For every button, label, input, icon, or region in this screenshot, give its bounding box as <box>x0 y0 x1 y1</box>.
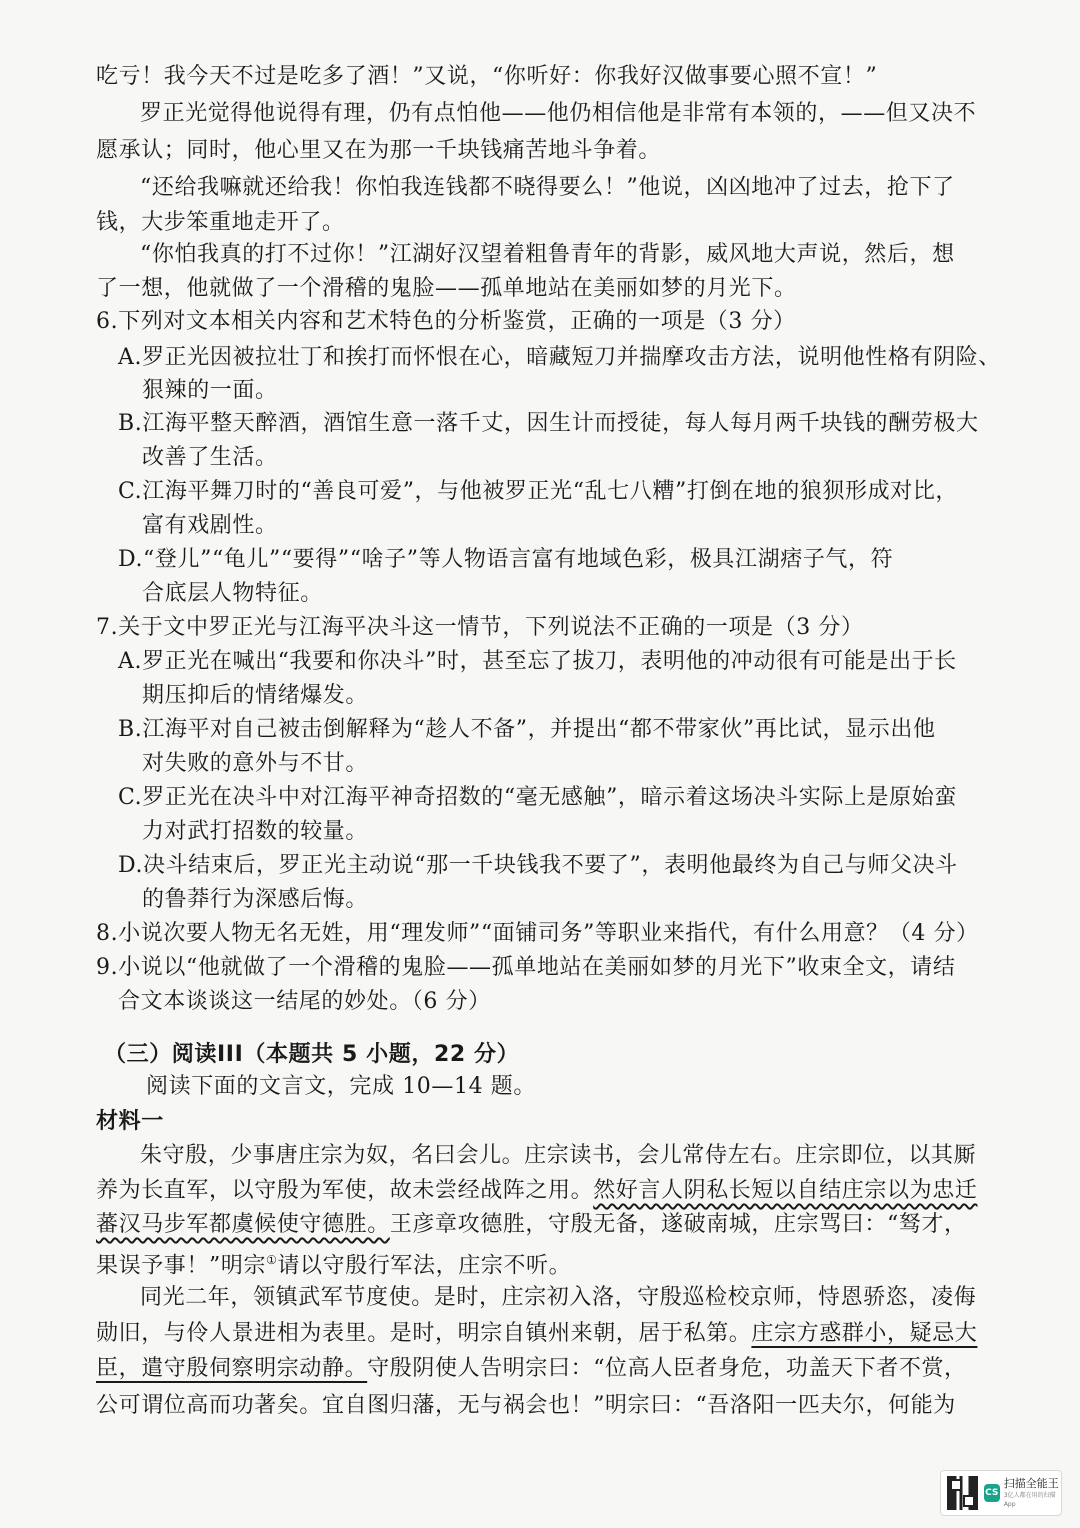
question-9: 9.小说以“他就做了一个滑稽的鬼脸——孤单地站在美丽如梦的月光下”收束全文，请结 <box>96 955 956 980</box>
question-6-option-d: D.“登儿”“龟儿”“要得”“啥子”等人物语言富有地域色彩，极具江湖痞子气，符 <box>118 547 894 572</box>
story-line: 愿承认；同时，他心里又在为那一千块钱痛苦地斗争着。 <box>96 138 662 163</box>
question-7-stem: 7.关于文中罗正光与江海平决斗这一情节，下列说法不正确的一项是（3 分） <box>96 615 864 640</box>
question-6-stem: 6.下列对文本相关内容和艺术特色的分析鉴赏，正确的一项是（3 分） <box>96 309 796 334</box>
question-7-option-b: B.江海平对自己被击倒解释为“趁人不备”，并提出“都不带家伙”再比试，显示出他 <box>118 717 936 742</box>
classical-line <box>96 1354 967 1384</box>
watermark-subtitle: 3亿人都在用的扫描App <box>1003 1492 1056 1508</box>
question-9-cont: 合文本谈谈这一结尾的妙处。（6 分） <box>118 989 491 1014</box>
underlined-text: 臣，遣守殷伺察明宗动静。 <box>96 1356 368 1381</box>
watermark-text <box>1004 1477 1061 1509</box>
qr-code-icon <box>947 1476 978 1510</box>
classical-text: 果误予事！”明宗 <box>96 1253 267 1279</box>
camscanner-logo-icon: CS <box>984 1484 1000 1502</box>
question-6-option-a-cont: 狠辣的一面。 <box>142 378 278 403</box>
story-line: 罗正光觉得他说得有理，仍有点怕他——他仍相信他是非常有本领的，——但又决不 <box>140 101 977 126</box>
classical-line: 朱守殷，少事唐庄宗为奴，名曰会儿。庄宗读书，会儿常侍左右。庄宗即位，以其厮 <box>140 1143 977 1168</box>
question-7-option-a-cont: 期压抑后的情绪爆发。 <box>142 683 369 708</box>
story-line: “你怕我真的打不过你！”江湖好汉望着粗鲁青年的背影，威风地大声说，然后，想 <box>140 242 955 267</box>
question-7-option-b-cont: 对失败的意外与不甘。 <box>142 751 369 776</box>
story-line: “还给我嘛就还给我！你怕我连钱都不晓得要么！”他说，凶凶地冲了过去，抢下了 <box>140 175 955 200</box>
story-line: 了一想，他就做了一个滑稽的鬼脸——孤单地站在美丽如梦的月光下。 <box>96 276 797 301</box>
underlined-text: 庄宗方惑群小，疑忌大 <box>751 1321 978 1346</box>
story-line: 吃亏！我今天不过是吃多了酒！”又说，“你听好：你我好汉做事要心照不宣！” <box>96 64 878 89</box>
classical-text: 王彦章攻德胜，守殷无备，遂破南城，庄宗骂曰：“驽才， <box>389 1212 967 1237</box>
section-3-heading: （三）阅读III（本题共 5 小题，22 分） <box>104 1042 520 1067</box>
question-8: 8.小说次要人物无名无姓，用“理发师”“面铺司务”等职业来指代，有什么用意？（4 分） <box>96 921 979 946</box>
material-label: 材料一 <box>96 1109 164 1134</box>
footnote-marker: ① <box>266 1253 278 1267</box>
classical-line: 同光二年，领镇武军节度使。是时，庄宗初入洛，守殷巡检校京师，恃恩骄恣，凌侮 <box>140 1285 977 1310</box>
question-6-option-d-cont: 合底层人物特征。 <box>142 581 323 606</box>
watermark-title: 扫描全能王 <box>1003 1477 1059 1490</box>
classical-text: 请以守殷行军法，庄宗不听。 <box>277 1253 572 1279</box>
classical-text: 守殷阴使人告明宗曰：“位高人臣者身危，功盖天下者不赏， <box>367 1356 967 1381</box>
classical-text: 养为长直军，以守殷为军使，故未尝经战阵之用。 <box>96 1178 594 1203</box>
classical-line <box>96 1245 571 1281</box>
question-7-option-a: A.罗正光在喊出“我要和你决斗”时，甚至忘了拔刀，表明他的冲动很有可能是出于长 <box>118 649 957 674</box>
classical-line: 公可谓位高而功著矣。宜自图归藩，无与祸会也！”明宗曰：“吾洛阳一匹夫尔，何能为 <box>96 1393 956 1418</box>
question-7-option-d-cont: 的鲁莽行为深感后悔。 <box>142 887 369 912</box>
section-3-instruction: 阅读下面的文言文，完成 10—14 题。 <box>146 1074 536 1099</box>
story-line: 钱，大步笨重地走开了。 <box>96 210 345 235</box>
question-7-option-d: D.决斗结束后，罗正光主动说“那一千块钱我不要了”，表明他最终为自己与师父决斗 <box>118 853 958 878</box>
question-6-option-b: B.江海平整天醉酒，酒馆生意一落千丈，因生计而授徒，每人每月两千块钱的酬劳极大 <box>118 411 979 436</box>
classical-line <box>96 1176 977 1206</box>
question-6-option-c: C.江海平舞刀时的“善良可爱”，与他被罗正光“乱七八糟”打倒在地的狼狈形成对比， <box>118 479 959 504</box>
question-6-option-c-cont: 富有戏剧性。 <box>142 513 278 538</box>
wavy-underlined-text: 然好言人阴私长短以自结庄宗以为忠迁 <box>593 1178 978 1203</box>
question-7-option-c-cont: 力对武打招数的较量。 <box>142 819 369 844</box>
question-6-option-b-cont: 改善了生活。 <box>142 445 278 470</box>
classical-line <box>96 1210 967 1240</box>
question-7-option-c: C.罗正光在决斗中对江海平神奇招数的“毫无感触”，暗示着这场决斗实际上是原始蛮 <box>118 785 957 810</box>
classical-line <box>96 1319 977 1349</box>
classical-text: 勋旧，与伶人景进相为表里。是时，明宗自镇州来朝，居于私第。 <box>96 1321 752 1346</box>
question-6-option-a: A.罗正光因被拉壮丁和挨打而怀恨在心，暗藏短刀并揣摩攻击方法，说明他性格有阴险、 <box>118 345 1001 370</box>
scanner-watermark <box>940 1470 1062 1516</box>
wavy-underlined-text: 蕃汉马步军都虞候使守德胜。 <box>96 1212 390 1237</box>
